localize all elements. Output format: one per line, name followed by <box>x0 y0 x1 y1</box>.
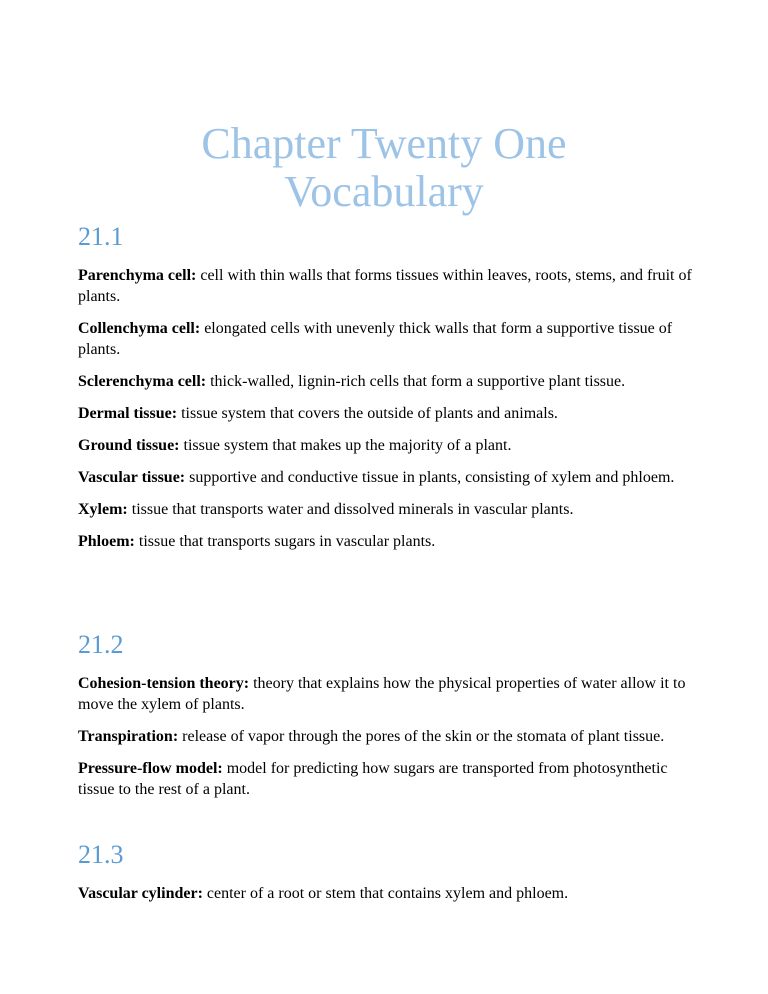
section-21-1 <box>78 222 698 563</box>
vocabulary-entry <box>78 531 698 552</box>
page-title <box>0 120 768 216</box>
vocabulary-list <box>78 265 698 552</box>
vocabulary-entry <box>78 499 698 520</box>
section-heading: 21.1 <box>78 222 124 251</box>
vocabulary-term: Ground tissue: <box>78 437 180 454</box>
vocabulary-term: Cohesion-tension theory: <box>78 675 250 692</box>
vocabulary-entry <box>78 726 698 747</box>
vocabulary-definition: tissue that transports sugars in vascular plants. <box>134 533 436 550</box>
vocabulary-entry <box>78 673 698 715</box>
page-title-line-1: Chapter Twenty One <box>201 119 567 168</box>
vocabulary-list <box>78 673 698 800</box>
vocabulary-definition: cell with thin walls that forms tissues within leaves, roots, stems, and fruit of plants. <box>78 267 692 305</box>
vocabulary-definition: release of vapor through the pores of the skin or the stomata of plant tissue. <box>178 728 665 745</box>
vocabulary-definition: tissue system that makes up the majority of a plant. <box>179 437 512 454</box>
section-21-3 <box>78 840 698 915</box>
vocabulary-term: Collenchyma cell: <box>78 320 201 337</box>
vocabulary-term: Phloem: <box>78 533 135 550</box>
vocabulary-entry <box>78 435 698 456</box>
vocabulary-term: Vascular tissue: <box>78 469 186 486</box>
vocabulary-term: Sclerenchyma cell: <box>78 373 207 390</box>
vocabulary-term: Dermal tissue: <box>78 405 178 422</box>
vocabulary-entry <box>78 371 698 392</box>
vocabulary-term: Xylem: <box>78 501 128 518</box>
vocabulary-definition: thick-walled, lignin-rich cells that form a supportive plant tissue. <box>206 373 626 390</box>
section-heading: 21.3 <box>78 840 124 869</box>
section-21-2 <box>78 630 698 811</box>
vocabulary-term: Pressure-flow model: <box>78 760 223 777</box>
vocabulary-list <box>78 883 698 904</box>
vocabulary-entry <box>78 265 698 307</box>
vocabulary-entry <box>78 403 698 424</box>
page-title-line-2: Vocabulary <box>284 167 484 216</box>
vocabulary-term: Vascular cylinder: <box>78 885 203 902</box>
vocabulary-definition: theory that explains how the physical properties of water allow it to move the xylem of plants. <box>78 675 686 713</box>
vocabulary-definition: elongated cells with unevenly thick walls that form a supportive tissue of plants. <box>78 320 673 358</box>
vocabulary-definition: center of a root or stem that contains xylem and phloem. <box>202 885 569 902</box>
section-heading: 21.2 <box>78 630 124 659</box>
vocabulary-term: Parenchyma cell: <box>78 267 197 284</box>
vocabulary-definition: tissue that transports water and dissolved minerals in vascular plants. <box>127 501 574 518</box>
vocabulary-entry <box>78 758 698 800</box>
vocabulary-definition: supportive and conductive tissue in plants, consisting of xylem and phloem. <box>185 469 675 486</box>
vocabulary-definition: model for predicting how sugars are transported from photosynthetic tissue to the rest of a plant. <box>78 760 668 798</box>
vocabulary-definition: tissue system that covers the outside of plants and animals. <box>177 405 558 422</box>
vocabulary-term: Transpiration: <box>78 728 179 745</box>
vocabulary-entry <box>78 467 698 488</box>
vocabulary-entry <box>78 318 698 360</box>
vocabulary-entry <box>78 883 698 904</box>
